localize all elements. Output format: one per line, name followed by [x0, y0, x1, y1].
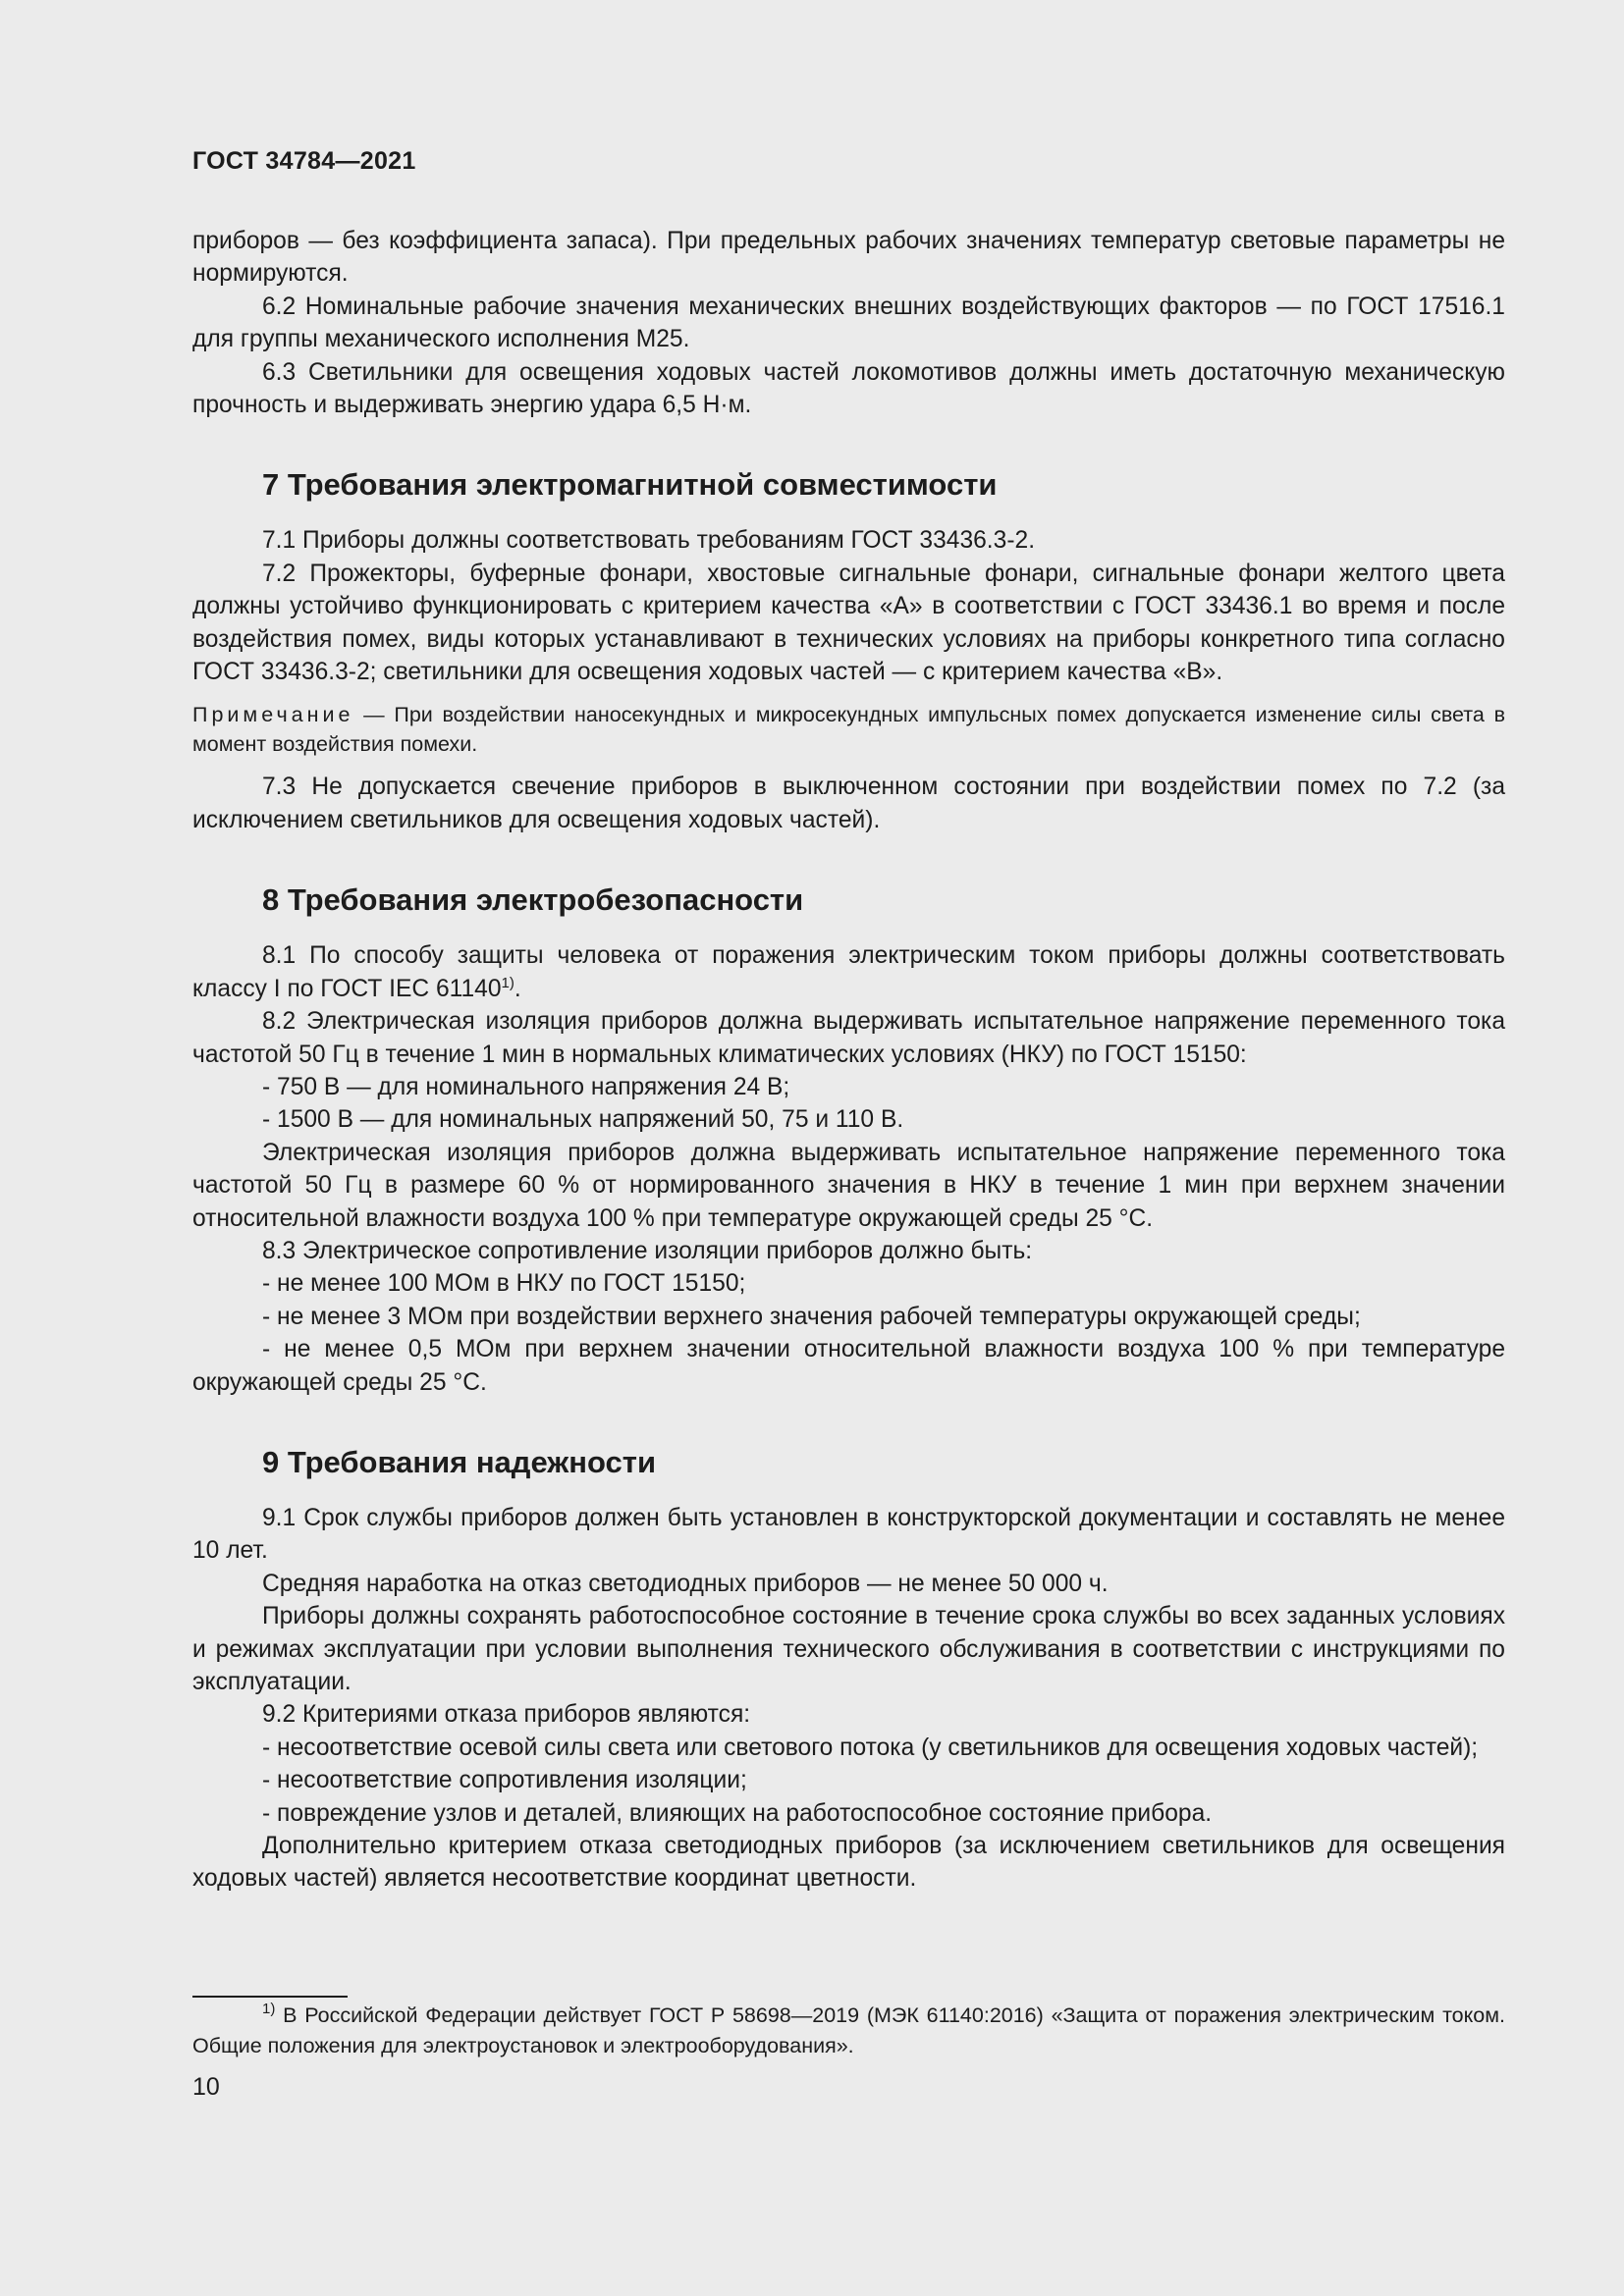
footnote [192, 2001, 1505, 2061]
paragraph-8-1-text: 8.1 По способу защиты человека от поражения электрическим током приборы должны соответствовать классу I по ГОСТ IEC 61140 [192, 942, 1505, 1002]
list-item: - не менее 0,5 МОм при верхнем значении относительной влажности воздуха 100 % при температуре окружающей среды 25 °С. [192, 1336, 1505, 1396]
footnote-text: В Российской Федерации действует ГОСТ Р 58698—2019 (МЭК 61140:2016) «Защита от поражения электрическим током. Общие положения для электроустановок и электрооборудования». [192, 2003, 1505, 2057]
footnote-ref: 1) [501, 974, 514, 991]
list-item: - не менее 3 МОм при воздействии верхнего значения рабочей температуры окружающей среды; [262, 1303, 1361, 1330]
document-header: ГОСТ 34784—2021 [192, 147, 416, 175]
list-item: - повреждение узлов и деталей, влияющих на работоспособное состояние прибора. [262, 1799, 1213, 1827]
paragraph-6-2: 6.2 Номинальные рабочие значения механических внешних воздействующих факторов — по ГОСТ 17516.1 для группы механического исполнения М25. [192, 293, 1505, 353]
paragraph: Средняя наработка на отказ светодиодных приборов — не менее 50 000 ч. [262, 1570, 1109, 1597]
paragraph: Приборы должны сохранять работоспособное состояние в течение срока службы во всех заданных условиях и режимах эксплуатации при условии выполнения технического обслуживания в соответствии с инструкциями по эксплуатации. [192, 1603, 1505, 1695]
paragraph-7-3: 7.3 Не допускается свечение приборов в выключенном состоянии при воздействии помех по 7.2 (за исключением светильников для освещения ходовых частей). [192, 774, 1505, 833]
paragraph: Электрическая изоляция приборов должна выдерживать испытательное напряжение переменного тока частотой 50 Гц в размере 60 % от нормированного значения в НКУ в течение 1 мин при верхнем значении относительной влажности воздуха 100 % при температуре окружающей среды 25 °С. [192, 1139, 1505, 1232]
paragraph: приборов — без коэффициента запаса). При предельных рабочих значениях температур световые параметры не нормируются. [192, 228, 1505, 288]
list-item: - не менее 100 МОм в НКУ по ГОСТ 15150; [262, 1270, 746, 1298]
page-number: 10 [192, 2073, 220, 2101]
list-item: - несоответствие осевой силы света или светового потока (у светильников для освещения ходовых частей); [262, 1734, 1479, 1761]
paragraph-7-1: 7.1 Приборы должны соответствовать требованиям ГОСТ 33436.3-2. [262, 527, 1036, 555]
paragraph-8-3: 8.3 Электрическое сопротивление изоляции приборов должно быть: [262, 1237, 1033, 1264]
paragraph-9-2: 9.2 Критериями отказа приборов являются: [262, 1701, 751, 1729]
list-item: - несоответствие сопротивления изоляции; [262, 1767, 747, 1794]
footnote-divider [192, 1996, 348, 1998]
section-9-heading: 9 Требования надежности [262, 1444, 657, 1479]
note-text: — При воздействии наносекундных и микросекундных импульсных помех допускается изменение силы света в момент воздействия помехи. [192, 703, 1505, 757]
paragraph-6-3: 6.3 Светильники для освещения ходовых частей локомотивов должны иметь достаточную механическую прочность и выдерживать энергию удара 6,5 Н·м. [192, 358, 1505, 419]
document-body [192, 225, 1505, 1896]
paragraph-8-1-end: . [514, 975, 521, 1002]
footnote-marker: 1) [262, 2001, 276, 2017]
paragraph-9-1: 9.1 Срок службы приборов должен быть установлен в конструкторской документации и составлять не менее 10 лет. [192, 1504, 1505, 1565]
paragraph-8-2: 8.2 Электрическая изоляция приборов должна выдерживать испытательное напряжение переменного тока частотой 50 Гц в течение 1 мин в нормальных климатических условиях (НКУ) по ГОСТ 15150: [192, 1008, 1505, 1068]
list-item: - 1500 В — для номинальных напряжений 50, 75 и 110 В. [262, 1106, 904, 1134]
paragraph-7-2: 7.2 Прожекторы, буферные фонари, хвостовые сигнальные фонари, сигнальные фонари желтого цвета должны устойчиво функционировать с критерием качества «А» в соответствии с ГОСТ 33436.1 во время и после воздействия помех, виды которых устанавливают в технических условиях на приборы конкретного типа согласно ГОСТ 33436.3-2; светильники для освещения ходовых частей — с критерием качества «В». [192, 560, 1505, 686]
section-8-heading: 8 Требования электробезопасности [262, 882, 804, 918]
section-7-heading: 7 Требования электромагнитной совместимости [262, 467, 998, 503]
paragraph: Дополнительно критерием отказа светодиодных приборов (за исключением светильников для освещения ходовых частей) является несоответствие координат цветности. [192, 1833, 1505, 1893]
list-item: - 750 В — для номинального напряжения 24 В; [262, 1073, 790, 1100]
paragraph-8-1 [192, 939, 1505, 1005]
note [192, 700, 1505, 759]
note-label: Примечание [192, 703, 354, 727]
